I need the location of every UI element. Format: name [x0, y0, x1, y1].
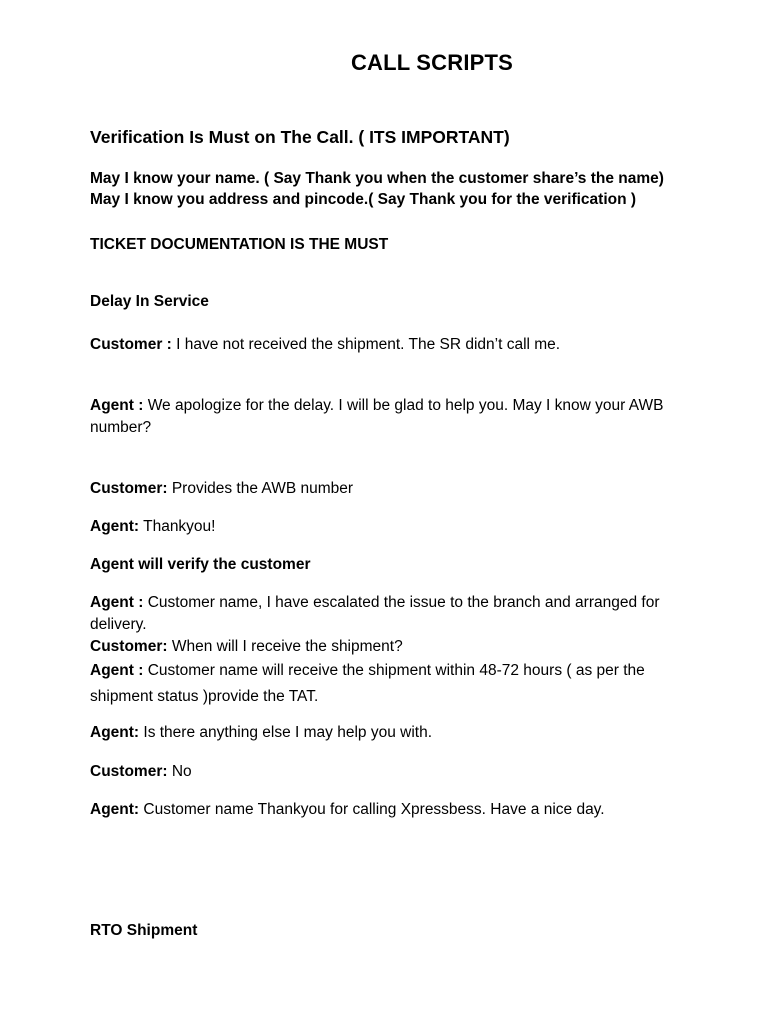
dialogue-line	[90, 478, 353, 500]
speaker-label: Agent:	[90, 724, 140, 741]
dialogue-text: Thankyou!	[139, 518, 216, 535]
dialogue-text: I have not received the shipment. The SR didn’t call me.	[171, 336, 561, 353]
speaker-label: Agent :	[90, 662, 144, 679]
verification-instruction-address: May I know you address and pincode.( Say Thank you for the verification )	[90, 191, 637, 208]
speaker-label: Agent :	[90, 594, 144, 611]
dialogue-text: Provides the AWB number	[167, 480, 354, 497]
speaker-label: Customer:	[90, 763, 168, 780]
dialogue-line	[90, 334, 560, 356]
dialogue-line	[90, 761, 192, 783]
section-heading-rto: RTO Shipment	[90, 922, 198, 939]
speaker-label: Agent:	[90, 801, 140, 818]
dialogue-line	[90, 658, 680, 710]
speaker-label: Customer :	[90, 336, 172, 353]
dialogue-line	[90, 799, 605, 821]
dialogue-line	[90, 636, 403, 658]
speaker-label: Agent :	[90, 397, 144, 414]
dialogue-line	[90, 516, 215, 538]
section-heading-delay: Delay In Service	[90, 293, 209, 310]
dialogue-text: Is there anything else I may help you with.	[139, 724, 433, 741]
page-title: CALL SCRIPTS	[350, 50, 514, 75]
speaker-label: Customer:	[90, 480, 168, 497]
dialogue-text: Customer name will receive the shipment within 48-72 hours ( as per the shipment status )provide the TAT.	[90, 662, 645, 705]
verification-instruction-name: May I know your name. ( Say Thank you when the customer share’s the name)	[90, 170, 664, 187]
speaker-label: Customer:	[90, 638, 168, 655]
dialogue-line	[90, 722, 432, 744]
dialogue-text: We apologize for the delay. I will be glad to help you. May I know your AWB number?	[90, 397, 664, 436]
speaker-label: Agent:	[90, 518, 140, 535]
agent-verify-note: Agent will verify the customer	[90, 556, 311, 573]
verification-heading: Verification Is Must on The Call. ( ITS IMPORTANT)	[90, 127, 510, 147]
dialogue-text: Customer name Thankyou for calling Xpressbess. Have a nice day.	[139, 801, 605, 818]
dialogue-text: When will I receive the shipment?	[167, 638, 403, 655]
ticket-documentation-note: TICKET DOCUMENTATION IS THE MUST	[90, 236, 389, 253]
dialogue-line	[90, 592, 680, 636]
dialogue-text: Customer name, I have escalated the issue to the branch and arranged for delivery.	[90, 594, 660, 633]
dialogue-line	[90, 395, 680, 439]
dialogue-text: No	[167, 763, 192, 780]
